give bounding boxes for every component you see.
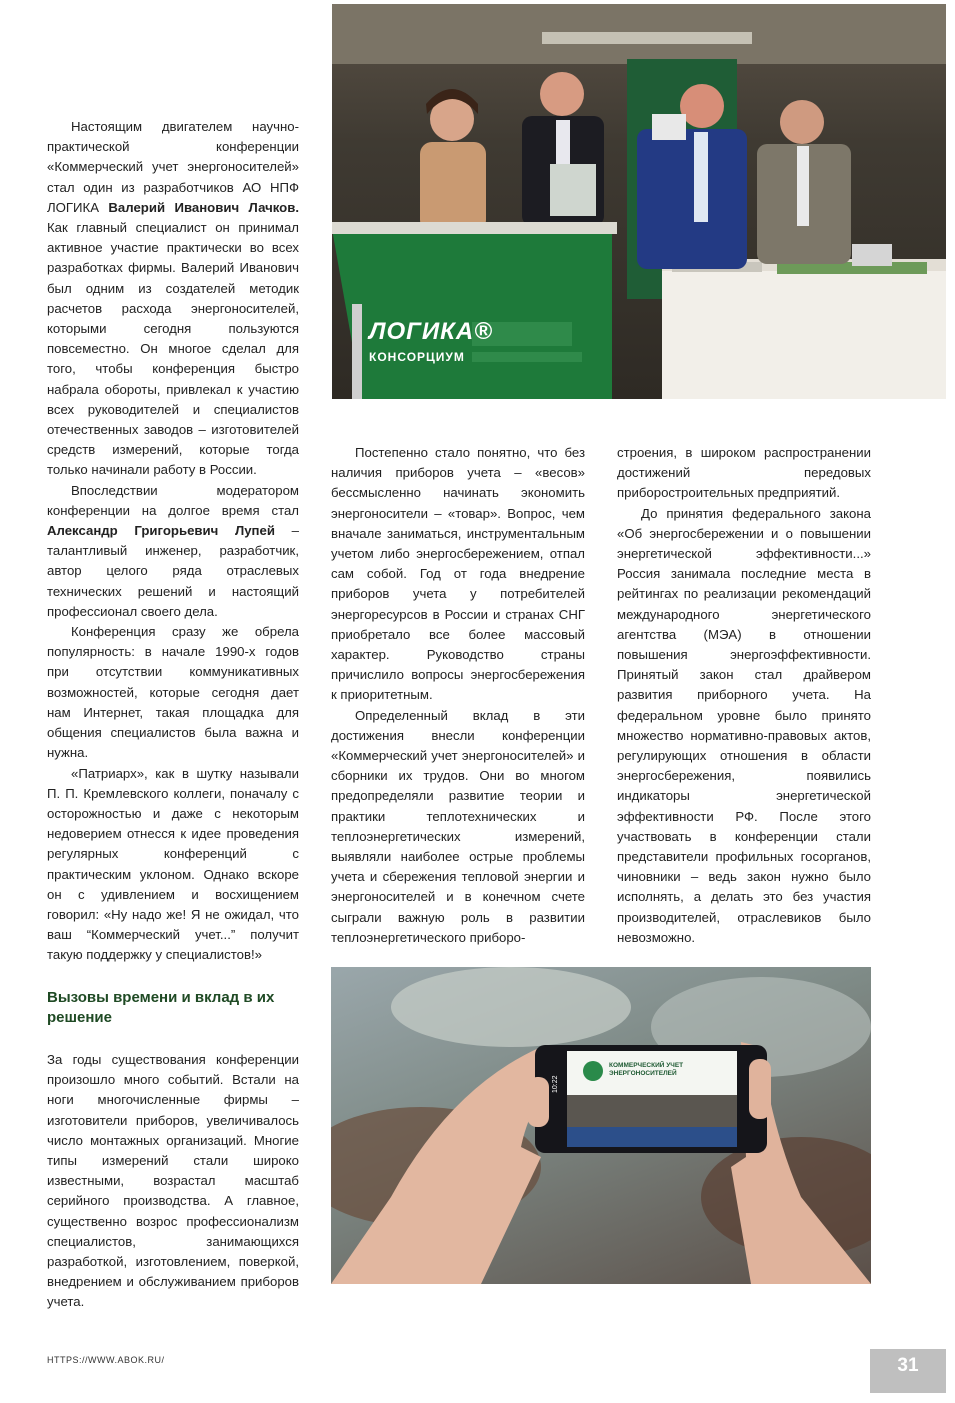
article-column-2	[331, 443, 585, 948]
paragraph: До принятия федерального закона «Об энергосбережении и о повышении энергетической эффективности...» Россия занимала последние места в рейтингах по реализации рекомендаций международного энергетического агентства (МЭА) в отношении повышения энергоэффективности. Принятый закон стал драйвером развития приборного учета. На федеральном уровне было принято множество нормативно-правовых актов, регулирующих отношения в области энергосбережения, появились индикаторы энергетической эффективности РФ. После этого участвовать в конференции стали представители профильных госорганов, чиновники – ведь закон нужно было исполнять, а делать это без участия производителей, отраслевиков было невозможно.	[617, 505, 871, 945]
booth-photo	[332, 4, 946, 399]
phone-photo	[331, 967, 871, 1284]
person-woman	[420, 89, 486, 232]
footer-url: HTTPS://WWW.ABOK.RU/	[47, 1355, 165, 1365]
person-man-2	[522, 72, 604, 226]
paragraph: За годы существования конференции произошло много событий. Встали на ноги многочисленные фирмы – изготовители приборов, увеличивалось число монтажных организаций. Многие типы измерений стали широко известными, возрастал масштаб серийного производства. А главное, существенно возрос профессионализм специалистов, занимающихся разработкой, изготовлением, поверкой, внедрением и обслуживанием приборов учета.	[47, 1052, 299, 1310]
phone-time: 10:22	[552, 1075, 559, 1093]
article-column-3	[617, 443, 871, 948]
paragraph: Постепенно стало понятно, что без наличия приборов учета – «весов» бессмысленно начинать экономить энергоносители – «товар». Вопрос, чем вначале заниматься, инструментальным учетом либо энергосбережением, отпал сам собой. Год от года внедрение приборов учета у потребителей энергоресурсов в России и странах СНГ приобретало все более массовый характер. Руководство страны причислило вопросы энергосбережения к приоритетным.	[331, 445, 585, 703]
person-name: Александр Григорьевич Лупей	[47, 523, 275, 539]
booth-brand-logo: ЛОГИКА®	[369, 318, 493, 345]
paragraph: Впоследствии модератором конференции на долгое время стал Александр Григорьевич Лупей – талантливый инженер, разработчик, автор целого ряда отраслевых технических решений и настоящий профессионал своего дела.	[47, 482, 299, 619]
phone-screen-banner: КОММЕРЧЕСКИЙ УЧЕТ ЭНЕРГОНОСИТЕЛЕЙ	[609, 1062, 684, 1077]
paragraph: Настоящим двигателем научно-практической конференции «Коммерческий учет энергоносителей» стал один из разработчиков АО НПФ ЛОГИКА Валерий Иванович Лачков. Как главный специалист он принимал активное участие практически во всех разработках фирмы. Валерий Иванович был одним из создателей методик расчетов расхода энергоносителей, которыми сегодня пользуются повсеместно. Он многое сделал для того, чтобы конференция быстро набрала обороты, привлекал к участию всех руководителей и специалистов отечественных заводов – изготовителей средств измерений, которые тогда только начинали работу в России.	[47, 119, 299, 478]
person-name: Валерий Иванович Лачков.	[108, 199, 299, 215]
booth-brand-sub: КОНСОРЦИУМ	[369, 350, 465, 364]
article-column-1	[47, 117, 299, 966]
person-man-4	[757, 100, 851, 264]
paragraph: Конференция сразу же обрела популярность: в начале 1990-х годов при отсутствии коммуникативных возможностей, которые сегодня дает нам Интернет, такая площадка для общения специалистов была важна и нужна.	[47, 624, 299, 761]
paragraph: «Патриарх», как в шутку называли П. П. Кремлевского коллеги, поначалу с осторожностью и даже с некоторым недоверием отнесся к идее проведения регулярных конференций с практическим уклоном. Однако вскоре он с удивлением и восхищением говорил: «Ну надо же! Я не ожидал, что ваш “Коммерческий учет...” получит такую поддержку у специалистов!»	[47, 765, 299, 963]
page-number: 31	[870, 1349, 946, 1393]
phone-photo-illustration	[331, 967, 871, 1284]
paragraph: Определенный вклад в эти достижения внесли конференции «Коммерческий учет энергоносителей» и сборники их трудов. Они во многом предопределяли развитие теории и практики теплотехнических и теплоэнергетических измерений, выявляли наиболее острые проблемы учета и сбережения тепловой энергии и энергоносителей и в конечном счете сыграли важную роль в развитии теплоэнергетического приборо-	[331, 707, 585, 945]
article-column-4	[47, 1050, 299, 1313]
section-heading: Вызовы времени и вклад в их решение	[47, 989, 275, 1026]
paragraph: строения, в широком распространении достижений передовых приборостроительных предприятий.	[617, 445, 871, 501]
